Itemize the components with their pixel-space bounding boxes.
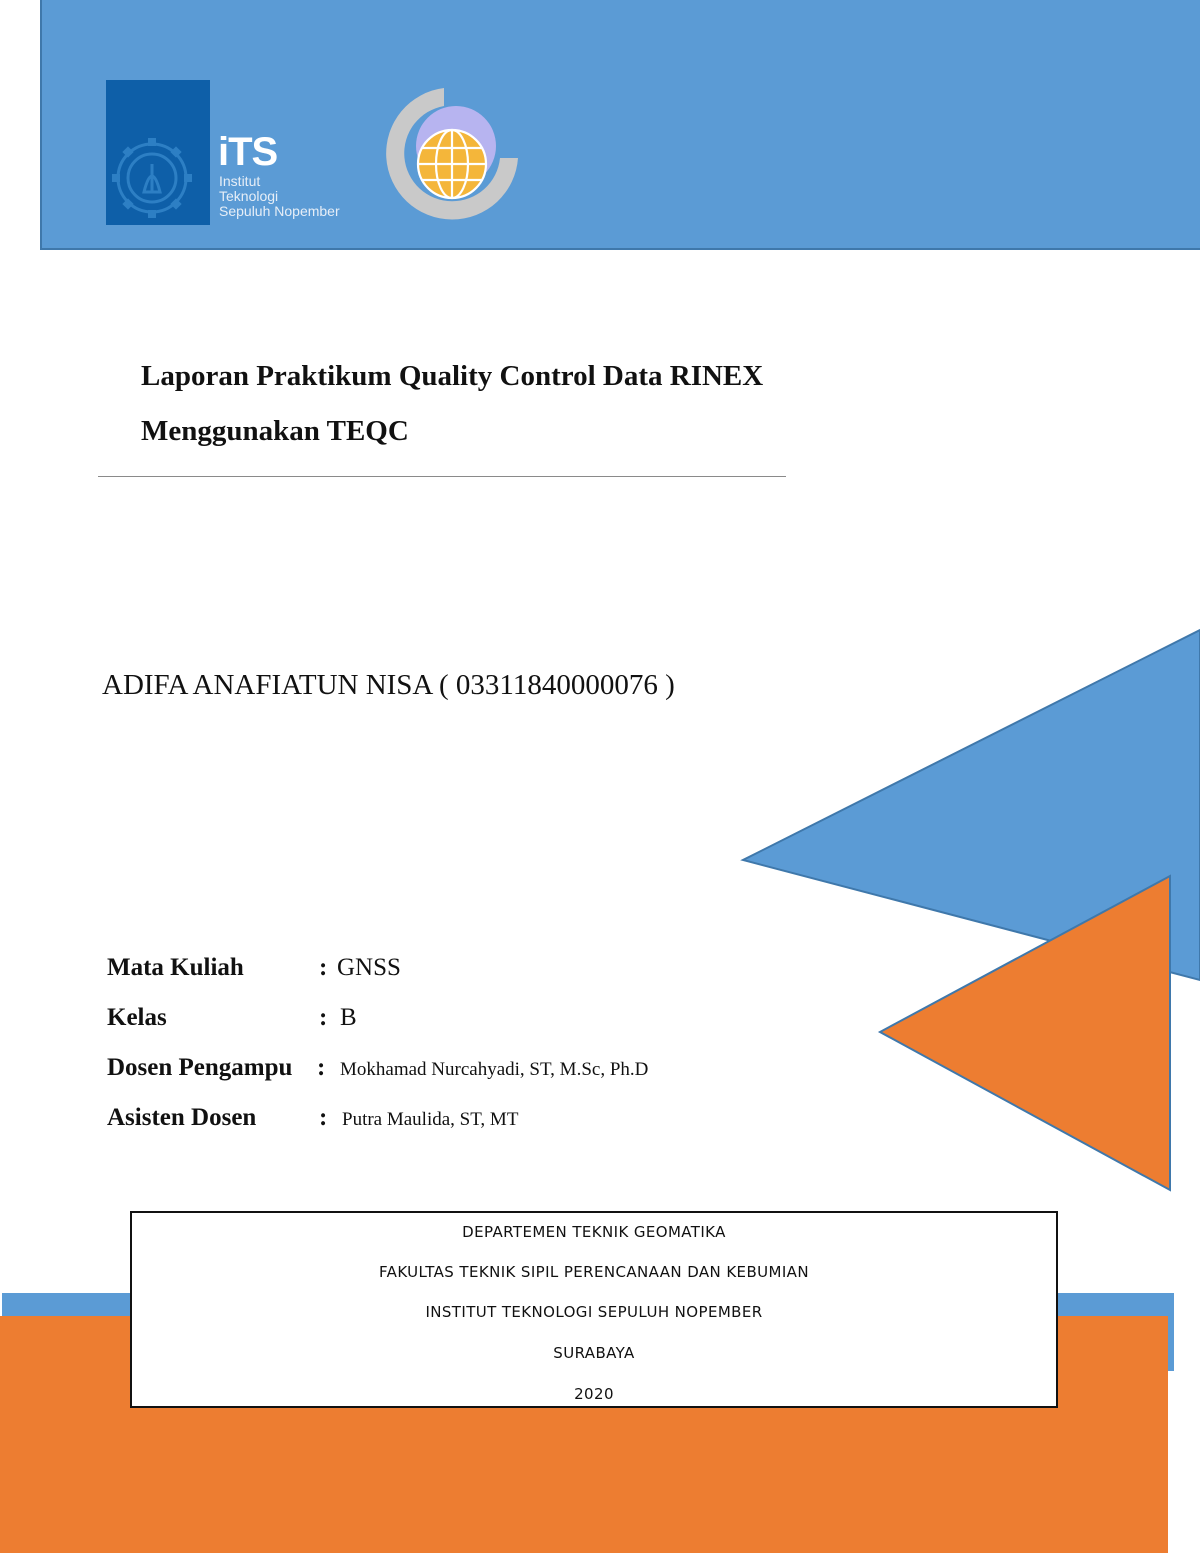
decorative-triangles [700, 600, 1200, 1220]
report-title-line-1: Laporan Praktikum Quality Control Data RINEX [141, 360, 764, 392]
its-wordmark: iTS [218, 130, 278, 174]
info-value: B [340, 1004, 357, 1031]
student-name-id: ADIFA ANAFIATUN NISA ( 03311840000076 ) [102, 669, 675, 701]
info-colon: : [319, 1104, 328, 1131]
its-emblem-icon [106, 80, 210, 225]
info-label: Kelas [107, 1004, 167, 1031]
institution-line: 2020 [574, 1385, 614, 1403]
title-divider [98, 476, 786, 477]
report-title-line-2: Menggunakan TEQC [141, 415, 409, 447]
info-label: Dosen Pengampu [107, 1054, 293, 1081]
institution-line: FAKULTAS TEKNIK SIPIL PERENCANAAN DAN KEBUMIAN [379, 1263, 809, 1281]
info-colon: : [319, 954, 328, 981]
its-logo-line: Sepuluh Nopember [219, 203, 340, 219]
geomatics-globe-logo-icon [382, 80, 522, 230]
info-value: Putra Maulida, ST, MT [342, 1109, 519, 1130]
info-colon: : [317, 1054, 326, 1081]
its-logo-line: Teknologi [219, 188, 279, 204]
info-colon: : [319, 1004, 328, 1031]
info-label: Mata Kuliah [107, 954, 244, 981]
institution-line: SURABAYA [553, 1344, 635, 1362]
its-logo [106, 80, 366, 225]
institution-line: DEPARTEMEN TEKNIK GEOMATIKA [462, 1223, 726, 1241]
institution-box [130, 1211, 1058, 1408]
info-value: GNSS [337, 954, 401, 981]
info-value: Mokhamad Nurcahyadi, ST, M.Sc, Ph.D [340, 1059, 649, 1080]
info-label: Asisten Dosen [107, 1104, 257, 1131]
its-logo-line: Institut [219, 173, 261, 189]
institution-line: INSTITUT TEKNOLOGI SEPULUH NOPEMBER [425, 1303, 763, 1321]
